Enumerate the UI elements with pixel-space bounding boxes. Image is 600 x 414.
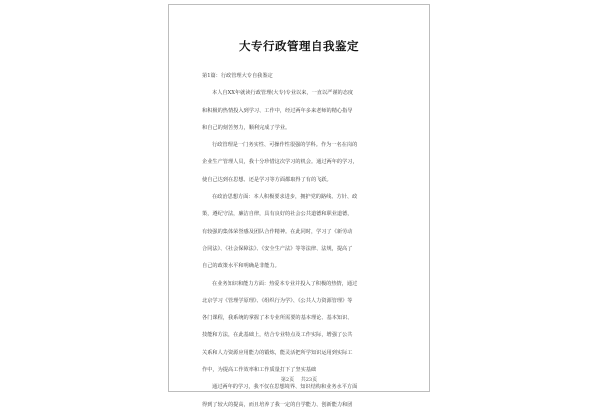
body-line: 技能和方法，在此基础上，结合专业特点及工作实际，增强了公共 bbox=[202, 332, 353, 339]
body-line: 各门课程，我系统的掌握了本专业所需要的基本理论、基本知识、 bbox=[202, 315, 353, 322]
body-line: 通过两年的学习，我不仅在思想境界、知识结构和业务水平方面 bbox=[212, 384, 358, 391]
body-line: 和积极的热情投入到学习、工作中，经过两年多来老师的精心指导 bbox=[202, 107, 353, 114]
document-body bbox=[202, 68, 406, 414]
body-line: 企业生产管理人员，我十分珍惜这次学习的机会。通过两年的学习， bbox=[202, 159, 358, 166]
body-line: 作中，为提高工作效率和工作质量打下了坚实基础 bbox=[202, 367, 317, 374]
body-line: 合同法》、《社会保障法》、《安全生产法》等等法律、法规，提高了 bbox=[202, 245, 353, 252]
body-line: 在业务知识和能力方面：热爱本专业并投入了积极的热情，通过 bbox=[212, 280, 358, 287]
body-line: 和自己的刻苦努力，顺利完成了学业。 bbox=[202, 124, 291, 131]
page-number: 第2页 bbox=[280, 377, 295, 383]
body-line: 得到了较大的提高，而且培养了我一定的自学能力、创新能力和团 bbox=[202, 401, 353, 408]
document-title: 大专行政管理自我鉴定 bbox=[239, 39, 359, 53]
document-page bbox=[168, 4, 430, 408]
body-line: 第1篇：行政管理大专自我鉴定 bbox=[202, 73, 273, 79]
body-line: 策，遵纪守法，廉洁自律，具有良好的社会公共道德和职业道德， bbox=[202, 211, 353, 218]
page-total: 共23页 bbox=[300, 377, 318, 383]
body-line: 有较强的集体荣誉感及团队合作精神。在此同时，学习了《新劳动 bbox=[202, 228, 353, 235]
body-line: 行政管理是一门务实性、可操作性很强的学科。作为一名在岗的 bbox=[212, 142, 358, 149]
body-line: 自己的政策水平和明确是非能力。 bbox=[202, 263, 280, 270]
body-line: 使自己达到在思想、还是学习等方面都取得了有的飞跃。 bbox=[202, 176, 332, 183]
page-footer bbox=[169, 376, 429, 383]
body-line: 北京学习《管理学原理》、《组织行为学》、《公共人力资源管理》等 bbox=[202, 297, 353, 304]
body-line: 关系和人力资源应用能力的锻炼，能灵活把所学知识运用到实际工 bbox=[202, 349, 353, 356]
body-line: 本人自XX年就读行政管理(大专)专业以来，一直以严谨的态度 bbox=[212, 90, 354, 97]
body-line: 在政治思想方面：本人积极要求进步，拥护党的路线、方针、政 bbox=[212, 194, 358, 201]
